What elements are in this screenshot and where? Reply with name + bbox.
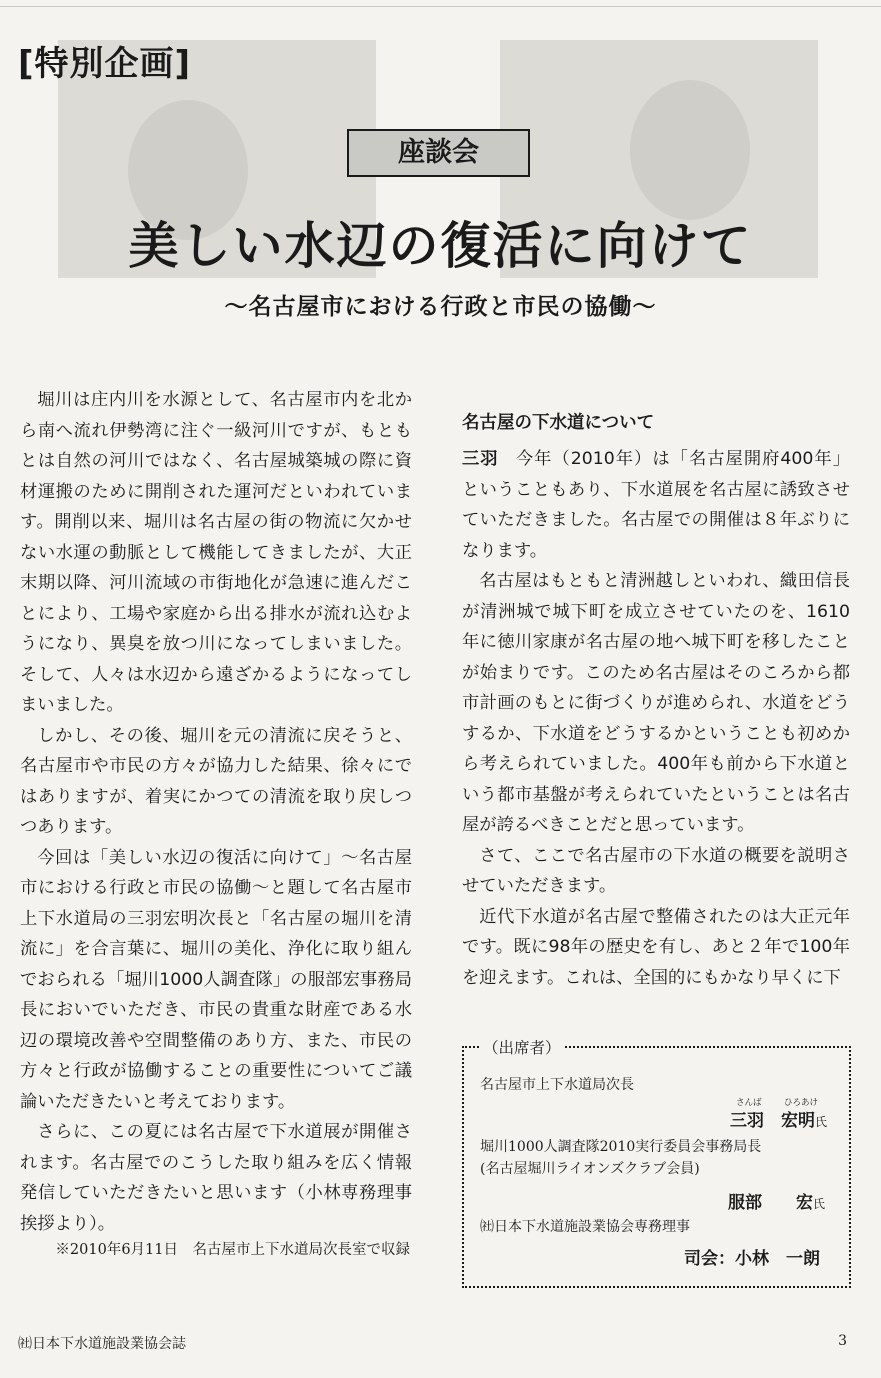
publication-name: ㈳日本下水道施設業協会誌 — [18, 1336, 186, 1352]
recording-note: ※2010年6月11日 名古屋市上下水道局次長室で収録 — [55, 1242, 410, 1258]
attendees-label: （出席者） — [480, 1036, 564, 1058]
section-heading: 名古屋の下水道について — [462, 413, 655, 433]
honorific: 氏 — [815, 1115, 828, 1129]
moderator-name: 司会：小林 一朗 — [684, 1249, 820, 1269]
attendee-name — [728, 1188, 825, 1213]
attendee-name-text: 三羽 宏明 — [730, 1111, 815, 1131]
honorific: 氏 — [813, 1197, 826, 1211]
attendee-name — [730, 1106, 827, 1131]
right-column — [462, 408, 850, 993]
top-rule — [0, 6, 881, 7]
speech-text: 今年（2010年）は「名古屋開府400年」ということもあり、下水道展を名古屋に誘致させていただきました。名古屋での開催は８年ぶりになります。 — [462, 449, 850, 561]
page-title: 美しい水辺の復活に向けて — [128, 216, 753, 275]
speech-paragraph — [462, 444, 850, 566]
special-feature-label: [特別企画] — [18, 44, 192, 84]
attendee-role: 堀川1000人調査隊2010実行委員会事務局長 — [480, 1139, 762, 1155]
page-subtitle: ～名古屋市における行政と市民の協働～ — [224, 294, 657, 320]
category-badge: 座談会 — [347, 129, 530, 177]
attendees-label-text: 出席者 — [498, 1039, 546, 1057]
speaker-name: 三羽 — [462, 449, 499, 469]
attendees-box — [462, 1039, 851, 1288]
moderator-role: ㈳日本下水道施設業協会専務理事 — [480, 1219, 690, 1235]
speech-paragraph: 名古屋はもともと清洲越しといわれ、織田信長が清洲城で城下町を成立させていたのを、1610年に徳川家康が名古屋の地へ城下町を移したことが始まりです。このため名古屋はそのころから都市計画のもとに街づくりが進められ、水道をどうするか、下水道をどうするかということも初めから考えられていました。400年も前から下水道という都市基盤が考えられていたということは名古屋が誇るべきことだと思っています。 — [462, 571, 850, 835]
speech-paragraph: さて、ここで名古屋市の下水道の概要を説明させていただきます。 — [462, 845, 850, 896]
ruby-given: ひろあけ — [784, 1098, 819, 1108]
speech-paragraph: 近代下水道が名古屋で整備されたのは大正元年です。既に98年の歴史を有し、あと２年で100年を迎えます。これは、全国的にもかなり早くに下 — [462, 906, 850, 988]
page-number: 3 — [838, 1333, 847, 1349]
intro-paragraph: 今回は「美しい水辺の復活に向けて」～名古屋市における行政と市民の協働～と題して名古屋市上下水道局の三羽宏明次長と「名古屋の堀川を清流に」を合言葉に、堀川の美化、浄化に取り組んでおられる「堀川1000人調査隊」の服部宏事務局長においでいただき、市民の貴重な財産である水辺の環境改善や空間整備のあり方、また、市民の方々と行政が協働することの重要性についてご議論いただきたいと考えております。 — [20, 847, 412, 1112]
intro-paragraph: しかし、その後、堀川を元の清流に戻そうと、名古屋市や市民の方々が協力した結果、徐々にではありますが、着実にかつての清流を取り戻しつつあります。 — [20, 725, 412, 837]
attendee-name-text: 服部 宏 — [728, 1193, 813, 1213]
ruby-surname: さんば — [736, 1098, 762, 1108]
attendee-role: 名古屋市上下水道局次長 — [480, 1077, 634, 1093]
left-column — [20, 385, 412, 1239]
faded-portrait — [630, 80, 750, 220]
intro-paragraph: さらに、この夏には名古屋で下水道展が開催されます。名古屋でのこうした取り組みを広く情報発信していただきたいと思います（小林専務理事挨拶より）。 — [20, 1122, 412, 1234]
attendee-affiliation: (名古屋堀川ライオンズクラブ会員) — [480, 1161, 700, 1177]
intro-paragraph: 堀川は庄内川を水源として、名古屋市内を北から南へ流れ伊勢湾に注ぐ一級河川ですが、もともとは自然の河川ではなく、名古屋城築城の際に資材運搬のために開削された運河だといわれています。開削以来、堀川は名古屋の街の物流に欠かせない水運の動脈として機能してきましたが、大正末期以降、河川流域の市街地化が急速に進んだことにより、工場や家庭から出る排水が流れ込むようになり、異臭を放つ川になってしまいました。そして、人々は水辺から遠ざかるようになってしまいました。 — [20, 390, 412, 715]
